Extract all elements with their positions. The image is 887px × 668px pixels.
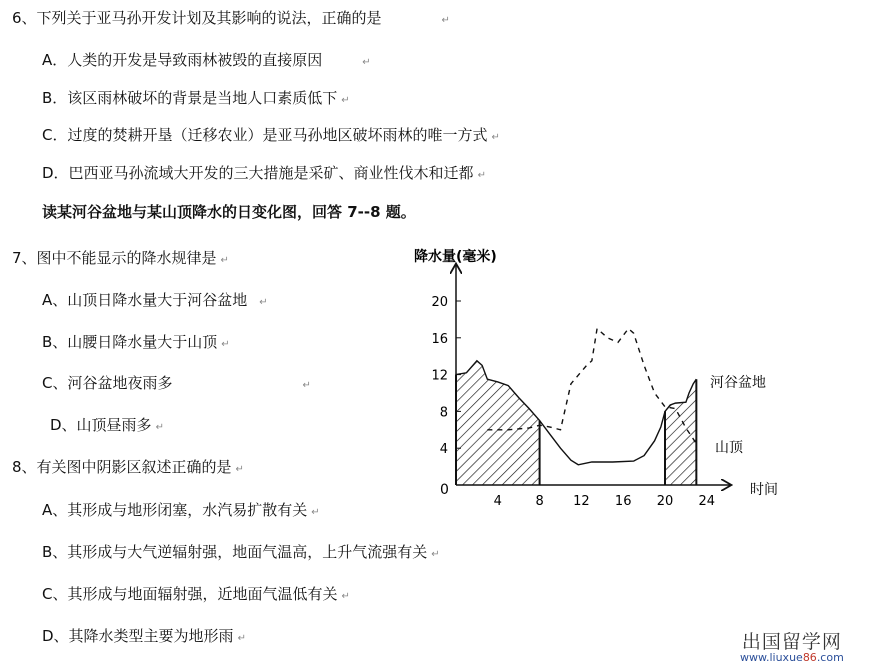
- shaded-area-0: [456, 361, 540, 485]
- shaded-area-1: [665, 379, 696, 485]
- q6-stem: [12, 8, 450, 31]
- paragraph-mark: ↵: [155, 422, 164, 433]
- q8-stem: [12, 457, 244, 480]
- y-tick-label: 12: [431, 368, 448, 384]
- origin-label: 0: [440, 482, 449, 498]
- q8-option-c: [42, 584, 350, 607]
- paragraph-mark: ↵: [477, 170, 486, 181]
- paragraph-mark: ↵: [431, 549, 440, 560]
- q7-option-d: [50, 415, 164, 438]
- precipitation-chart: [410, 240, 790, 510]
- option-text: B、山腰日降水量大于山顶: [42, 333, 218, 351]
- watermark-url: [740, 652, 844, 664]
- instruction: 读某河谷盆地与某山顶降水的日变化图，回答 7--8 题。: [42, 203, 416, 221]
- x-tick-label: 16: [614, 494, 632, 509]
- option-text: C、其形成与地面辐射强，近地面气温低有关: [42, 585, 338, 603]
- q8-option-b: [42, 542, 440, 565]
- y-tick-label: 16: [431, 331, 448, 347]
- watermark-title: 出国留学网: [741, 631, 842, 653]
- paragraph-mark: ↵: [311, 507, 320, 518]
- y-tick-label: 20: [431, 295, 448, 310]
- option-text: C．过度的焚耕开垦（迁移农业）是亚马孙地区破坏雨林的唯一方式: [42, 126, 488, 144]
- q6-option-d: [42, 163, 486, 186]
- q7-stem: [12, 248, 229, 271]
- paragraph-mark: ↵: [302, 380, 311, 391]
- paragraph-mark: ↵: [259, 297, 268, 308]
- x-tick-label: 20: [656, 494, 674, 509]
- q6-stem-text: 6、下列关于亚马孙开发计划及其影响的说法，正确的是: [12, 9, 382, 27]
- x-tick-label: 4: [493, 494, 502, 509]
- option-text: D、山顶昼雨多: [50, 416, 152, 434]
- url-suffix: .com: [816, 651, 844, 664]
- q8-option-a: [42, 500, 320, 523]
- paragraph-mark: ↵: [341, 591, 350, 602]
- x-tick-label: 24: [698, 494, 716, 509]
- q8-option-d: [42, 626, 246, 649]
- url-prefix: www.liuxue: [740, 651, 803, 664]
- option-text: B、其形成与大气逆辐射强，地面气温高，上升气流强有关: [42, 543, 428, 561]
- q7-option-b: [42, 332, 230, 355]
- watermark-logo: [740, 632, 844, 664]
- x-tick-label: 12: [573, 494, 590, 509]
- paragraph-mark: ↵: [221, 339, 230, 350]
- option-text: C、河谷盆地夜雨多: [42, 374, 173, 392]
- x-axis-label: 时间: [750, 482, 778, 498]
- paragraph-mark: ↵: [362, 57, 371, 68]
- paragraph-mark: ↵: [237, 633, 246, 644]
- series-label-summit: 山顶: [715, 440, 743, 456]
- option-text: A、其形成与地形闭塞，水汽易扩散有关: [42, 501, 308, 519]
- y-tick-label: 4: [439, 442, 448, 458]
- q6-option-a: [42, 50, 371, 73]
- q8-stem-text: 8、有关图中阴影区叙述正确的是: [12, 458, 232, 476]
- option-text: D、其降水类型主要为地形雨: [42, 627, 234, 645]
- y-axis-label: 降水量(毫米): [414, 249, 497, 265]
- option-text: A、山顶日降水量大于河谷盆地: [42, 291, 248, 309]
- paragraph-mark: ↵: [491, 132, 500, 143]
- x-tick-label: 8: [535, 494, 544, 509]
- series-label-basin: 河谷盆地: [710, 375, 766, 391]
- option-text: A．人类的开发是导致雨林被毁的直接原因: [42, 51, 323, 69]
- y-tick-label: 8: [439, 405, 448, 421]
- q7-stem-text: 7、图中不能显示的降水规律是: [12, 249, 217, 267]
- paragraph-mark: ↵: [235, 464, 244, 475]
- paragraph-mark: ↵: [441, 15, 450, 26]
- q6-option-b: [42, 88, 350, 111]
- option-text: B．该区雨林破坏的背景是当地人口素质低下: [42, 89, 338, 107]
- option-text: D．巴西亚马孙流域大开发的三大措施是采矿、商业性伐木和迁都: [42, 164, 474, 182]
- q7-option-a: [42, 290, 268, 313]
- url-num: 86: [802, 651, 817, 664]
- q6-option-c: [42, 125, 500, 148]
- paragraph-mark: ↵: [220, 255, 229, 266]
- paragraph-mark: ↵: [341, 95, 350, 106]
- q7-option-c: [42, 373, 311, 396]
